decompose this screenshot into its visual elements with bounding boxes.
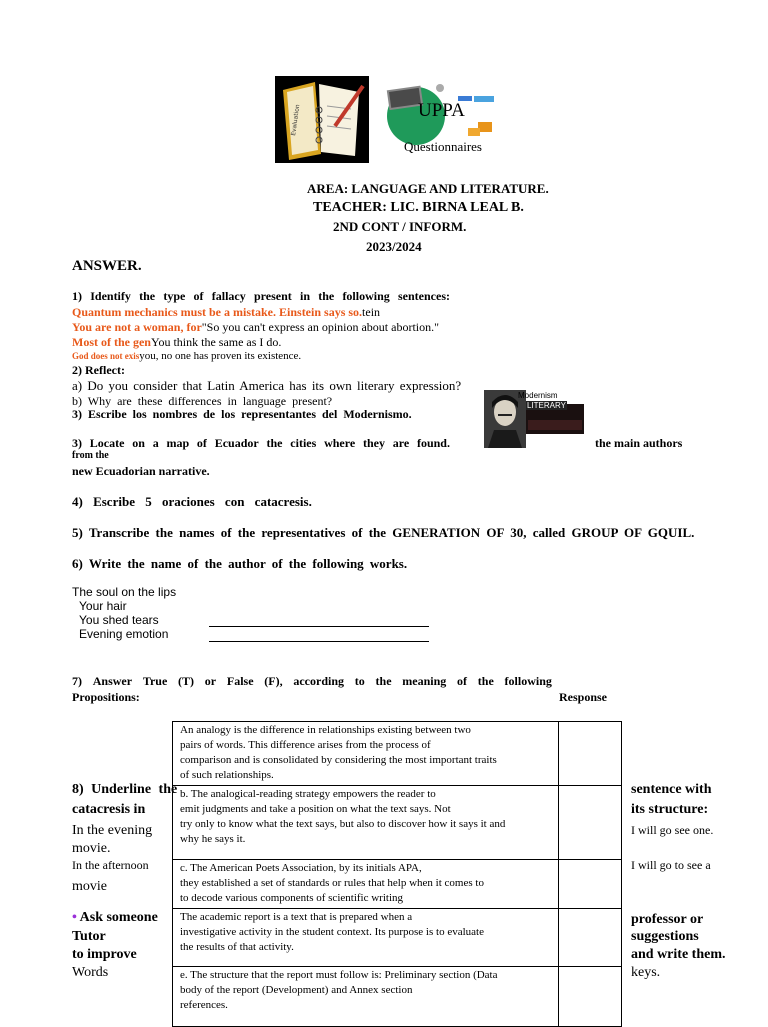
course-line: 2ND CONT / INFORM. bbox=[333, 219, 467, 234]
q8-left-1: 8) Underline the bbox=[72, 782, 178, 797]
proposition-cell: An analogy is the difference in relationships existing between two pairs of words. This difference arises from the process of comparison and is consolidated by considering the most important traits of such relationships. bbox=[173, 722, 559, 786]
work-3: You shed tears bbox=[79, 613, 159, 627]
q4-title: 4) Escribe 5 oraciones con catacresis. bbox=[72, 494, 312, 509]
q2-title: 2) Reflect: bbox=[72, 363, 125, 377]
evaluation-book-image bbox=[275, 76, 369, 163]
q1-title: 1) Identify the type of fallacy present in the following sentences: bbox=[72, 289, 450, 303]
q1-sentence-4: God does not exisyou, no one has proven its existence. bbox=[72, 350, 302, 362]
work-1: The soul on the lips bbox=[72, 585, 177, 599]
q8-ex1-left-1: In the evening bbox=[72, 823, 153, 838]
answer-heading: ANSWER. bbox=[72, 258, 142, 274]
q8-ex2-left-1: In the afternoon bbox=[72, 858, 149, 872]
work-4: Evening emotion bbox=[79, 627, 169, 641]
propositions-table bbox=[172, 721, 622, 1027]
q3b-title: 3) Locate on a map of Ecuador the cities where they are found. bbox=[72, 436, 450, 450]
q8-right-1: sentence with bbox=[631, 782, 712, 797]
table-row bbox=[173, 722, 622, 786]
q7-title: 7) Answer True (T) or False (F), according to the meaning of the following bbox=[72, 674, 552, 688]
response-header: Response bbox=[559, 690, 608, 704]
q8-ex1-right: I will go see one. bbox=[631, 823, 714, 837]
q2-b: b) Why are these differences in language present? bbox=[72, 394, 333, 408]
q3b-line2: from the bbox=[72, 450, 109, 461]
q6-title: 6) Write the name of the author of the following works. bbox=[72, 556, 408, 571]
q8-ex2-right: I will go to see a bbox=[631, 858, 711, 872]
q8-left-2: catacresis in bbox=[72, 802, 146, 817]
svg-text:Evaluation: Evaluation bbox=[290, 103, 302, 137]
uppa-logo bbox=[384, 82, 500, 156]
literary-label: LITERARY bbox=[527, 401, 566, 410]
q8-ex2-left-2: movie bbox=[72, 879, 107, 894]
q9-right-1: professor or bbox=[631, 912, 704, 927]
modernism-label: Modernism bbox=[518, 391, 558, 400]
q3b-line3: new Ecuadorian narrative. bbox=[72, 464, 210, 478]
uppa-subtitle: Questionnaires bbox=[404, 139, 482, 154]
answer-line-1[interactable] bbox=[209, 626, 429, 627]
q9-left-1: • Ask someone bbox=[72, 910, 158, 925]
q9-left-2: Tutor bbox=[72, 929, 106, 944]
q2-a: a) Do you consider that Latin America has its own literary expression? bbox=[72, 378, 462, 393]
q1-sentence-2: You are not a woman, for"So you can't express an opinion about abortion." bbox=[72, 320, 440, 334]
q7-title-2: Propositions: bbox=[72, 690, 140, 704]
uppa-title: UPPA bbox=[418, 100, 465, 121]
q1-sentence-3: Most of the genYou think the same as I do. bbox=[72, 335, 282, 349]
q9-right-3: and write them. bbox=[631, 947, 726, 962]
q5-title: 5) Transcribe the names of the representatives of the GENERATION OF 30, called GROUP OF GQUIL. bbox=[72, 525, 695, 540]
modernism-image bbox=[484, 390, 584, 448]
response-cell[interactable] bbox=[559, 786, 622, 860]
table-row bbox=[173, 860, 622, 909]
response-cell[interactable] bbox=[559, 860, 622, 909]
bullet-icon: • bbox=[72, 910, 77, 925]
area-line: AREA: LANGUAGE AND LITERATURE. bbox=[307, 181, 549, 196]
q9-right-2: suggestions bbox=[631, 929, 699, 944]
q8-ex1-left-2: movie. bbox=[72, 841, 111, 856]
proposition-cell: c. The American Poets Association, by its initials APA, they established a set of standards or rules that help when it comes to to decode various components of scientific writing bbox=[173, 860, 559, 909]
response-cell[interactable] bbox=[559, 967, 622, 1027]
table-row bbox=[173, 786, 622, 860]
teacher-line: TEACHER: LIC. BIRNA LEAL B. bbox=[313, 200, 524, 215]
table-row bbox=[173, 909, 622, 967]
table-row bbox=[173, 967, 622, 1027]
response-cell[interactable] bbox=[559, 909, 622, 967]
q1-sentence-1: Quantum mechanics must be a mistake. Einstein says so.tein bbox=[72, 305, 381, 319]
q3a-title: 3) Escribe los nombres de los representantes del Modernismo. bbox=[72, 407, 412, 421]
answer-line-2[interactable] bbox=[209, 641, 429, 642]
proposition-cell: e. The structure that the report must follow is: Preliminary section (Data body of the report (Development) and Annex section references. bbox=[173, 967, 559, 1027]
q9-left-3: to improve bbox=[72, 947, 137, 962]
q3b-trailing: the main authors bbox=[595, 436, 683, 450]
q9-left-4: Words bbox=[72, 965, 109, 980]
response-cell[interactable] bbox=[559, 722, 622, 786]
proposition-cell: The academic report is a text that is prepared when a investigative activity in the student context. Its purpose is to evaluate the results of that activity. bbox=[173, 909, 559, 967]
q8-right-2: its structure: bbox=[631, 802, 709, 817]
q9-right-4: keys. bbox=[631, 965, 661, 980]
proposition-cell: b. The analogical-reading strategy empowers the reader to emit judgments and take a position on what the text says. Not try only to know what the text says, but also to discover how it says it and why he says it. bbox=[173, 786, 559, 860]
work-2: Your hair bbox=[79, 599, 127, 613]
year-line: 2023/2024 bbox=[366, 239, 422, 254]
